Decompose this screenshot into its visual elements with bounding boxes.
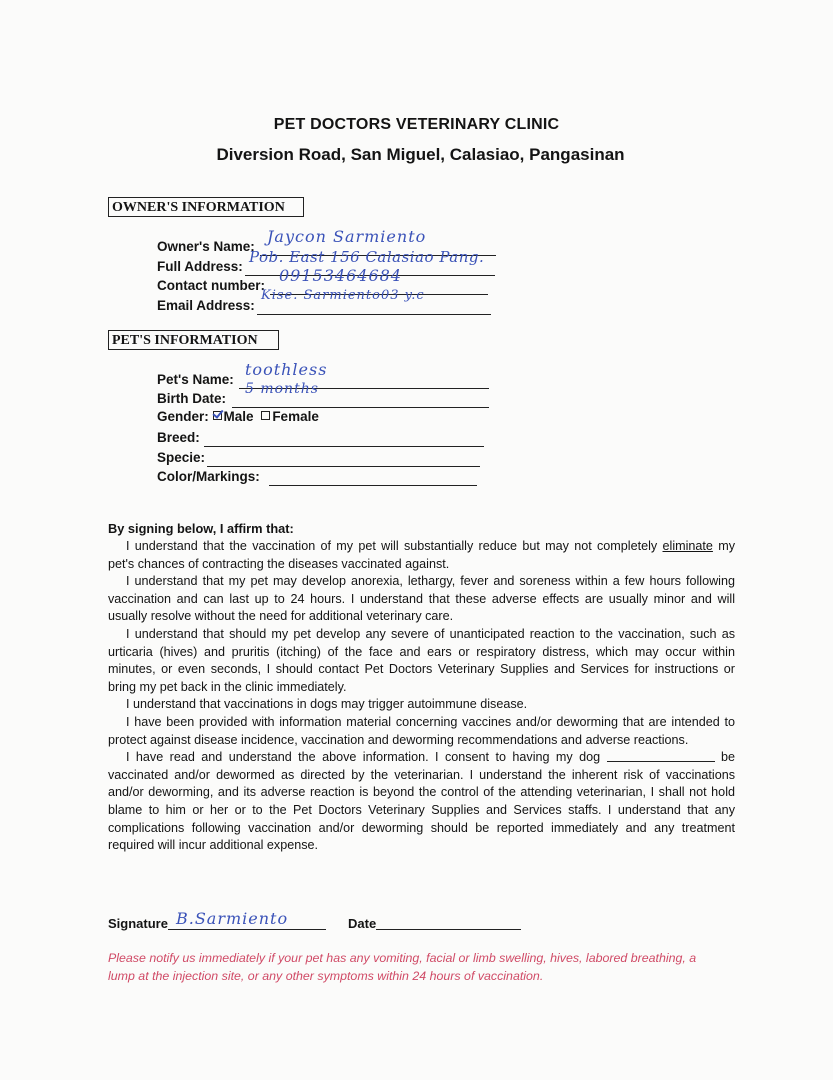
- date-label: Date: [348, 916, 377, 931]
- pet-name-value[interactable]: toothless: [245, 360, 328, 379]
- p1-text-b: my pet's chances of contracting the diseases vaccinated against.: [108, 539, 736, 571]
- contact-number-value[interactable]: 09153464684: [279, 266, 402, 285]
- signature-field[interactable]: [108, 909, 326, 931]
- color-markings-line: [269, 485, 477, 486]
- p6-text-a: I have read and understand the above information. I consent to having my dog: [126, 750, 601, 765]
- color-markings-label: Color/Markings:: [157, 469, 260, 484]
- clinic-name: PET DOCTORS VETERINARY CLINIC: [273, 116, 560, 133]
- consent-paragraph-3: I understand that should my pet develop any severe of unanticipated reaction to the vaccination, such as urticaria (hives) and pruritis (itching) of the face and ears or respiratory distress, which may occur within minutes, or even seconds, I should contact Pet Doctors Veterinary Supplies and Services for instructions or bring my pet back in the clinic immediately.: [108, 626, 735, 694]
- p6-text-b: be vaccinated and/or dewormed as directed by the veterinarian. I understand the inherent risk of vaccinations and/or deworming, and its adverse reaction is beyond the control of the attending veterinarian, I shall not hold blame to him or her or to the Pet Doctors Veterinary Supplies and Services staffs. I understand that any complications following vaccination and/or deworming should be reported immediately and any treatment required will incur additional expense.: [108, 750, 735, 853]
- female-checkbox[interactable]: [261, 411, 270, 420]
- female-option-label: Female: [272, 409, 319, 424]
- male-checkbox[interactable]: [213, 411, 222, 420]
- post-vaccination-notice: Please notify us immediately if your pet has any vomiting, facial or limb swelling, hives, labored breathing, a lump at the injection site, or any other symptoms within 24 hours of vaccination.: [108, 951, 697, 983]
- date-field[interactable]: [348, 915, 521, 931]
- specie-line: [207, 466, 480, 467]
- email-address-line: [257, 314, 491, 315]
- male-option-label: Male: [223, 409, 254, 424]
- birth-date-label: Birth Date:: [157, 391, 227, 406]
- dog-name-blank[interactable]: [607, 750, 715, 762]
- gender-label: Gender:: [157, 409, 209, 424]
- consent-paragraph-1: [108, 538, 735, 573]
- p1-text-a: I understand that the vaccination of my pet will substantially reduce but may not completely: [126, 539, 658, 553]
- owner-name-value[interactable]: Jaycon Sarmiento: [267, 227, 427, 246]
- owner-section-heading: OWNER'S INFORMATION: [108, 197, 304, 217]
- pet-name-label: Pet's Name:: [157, 372, 234, 387]
- birth-date-value[interactable]: 5 months: [245, 381, 319, 397]
- full-address-value[interactable]: Pob. East 156 Calasiao Pang.: [249, 248, 485, 266]
- email-address-label: Email Address:: [157, 298, 255, 313]
- breed-label: Breed:: [157, 430, 200, 445]
- specie-label: Specie:: [157, 450, 206, 465]
- consent-body: [108, 538, 735, 855]
- signature-value: B.Sarmiento: [175, 909, 289, 928]
- consent-paragraph-2: I understand that my pet may develop anorexia, lethargy, fever and soreness within a few hours following vaccination and can last up to 24 hours. I understand that these adverse effects are usually minor and will usually resolve without the need for additional veterinary care.: [108, 574, 735, 624]
- email-address-value[interactable]: Kise. Sarmiento03 y.c: [261, 288, 425, 303]
- gender-field: [157, 409, 319, 424]
- breed-line: [204, 446, 484, 447]
- consent-paragraph-6: [108, 749, 735, 855]
- birth-date-line: [232, 407, 489, 408]
- clinic-address: Diversion Road, San Miguel, Calasiao, Pangasinan: [216, 145, 625, 164]
- contact-number-label: Contact number:: [157, 278, 265, 293]
- p1-underlined-word: eliminate: [662, 539, 713, 553]
- owner-name-label: Owner's Name:: [157, 239, 255, 254]
- consent-intro: By signing below, I affirm that:: [108, 521, 294, 536]
- signature-line[interactable]: [168, 909, 326, 930]
- pet-section-heading: PET'S INFORMATION: [108, 330, 279, 350]
- consent-paragraph-5: I have been provided with information material concerning vaccines and/or deworming that are intended to protect against disease incidence, vaccination and deworming recommendations and adverse reactions.: [108, 714, 735, 747]
- signature-label: Signature: [108, 916, 168, 931]
- full-address-label: Full Address:: [157, 259, 243, 274]
- consent-paragraph-4: I understand that vaccinations in dogs may trigger autoimmune disease.: [126, 697, 528, 712]
- date-line[interactable]: [376, 915, 521, 930]
